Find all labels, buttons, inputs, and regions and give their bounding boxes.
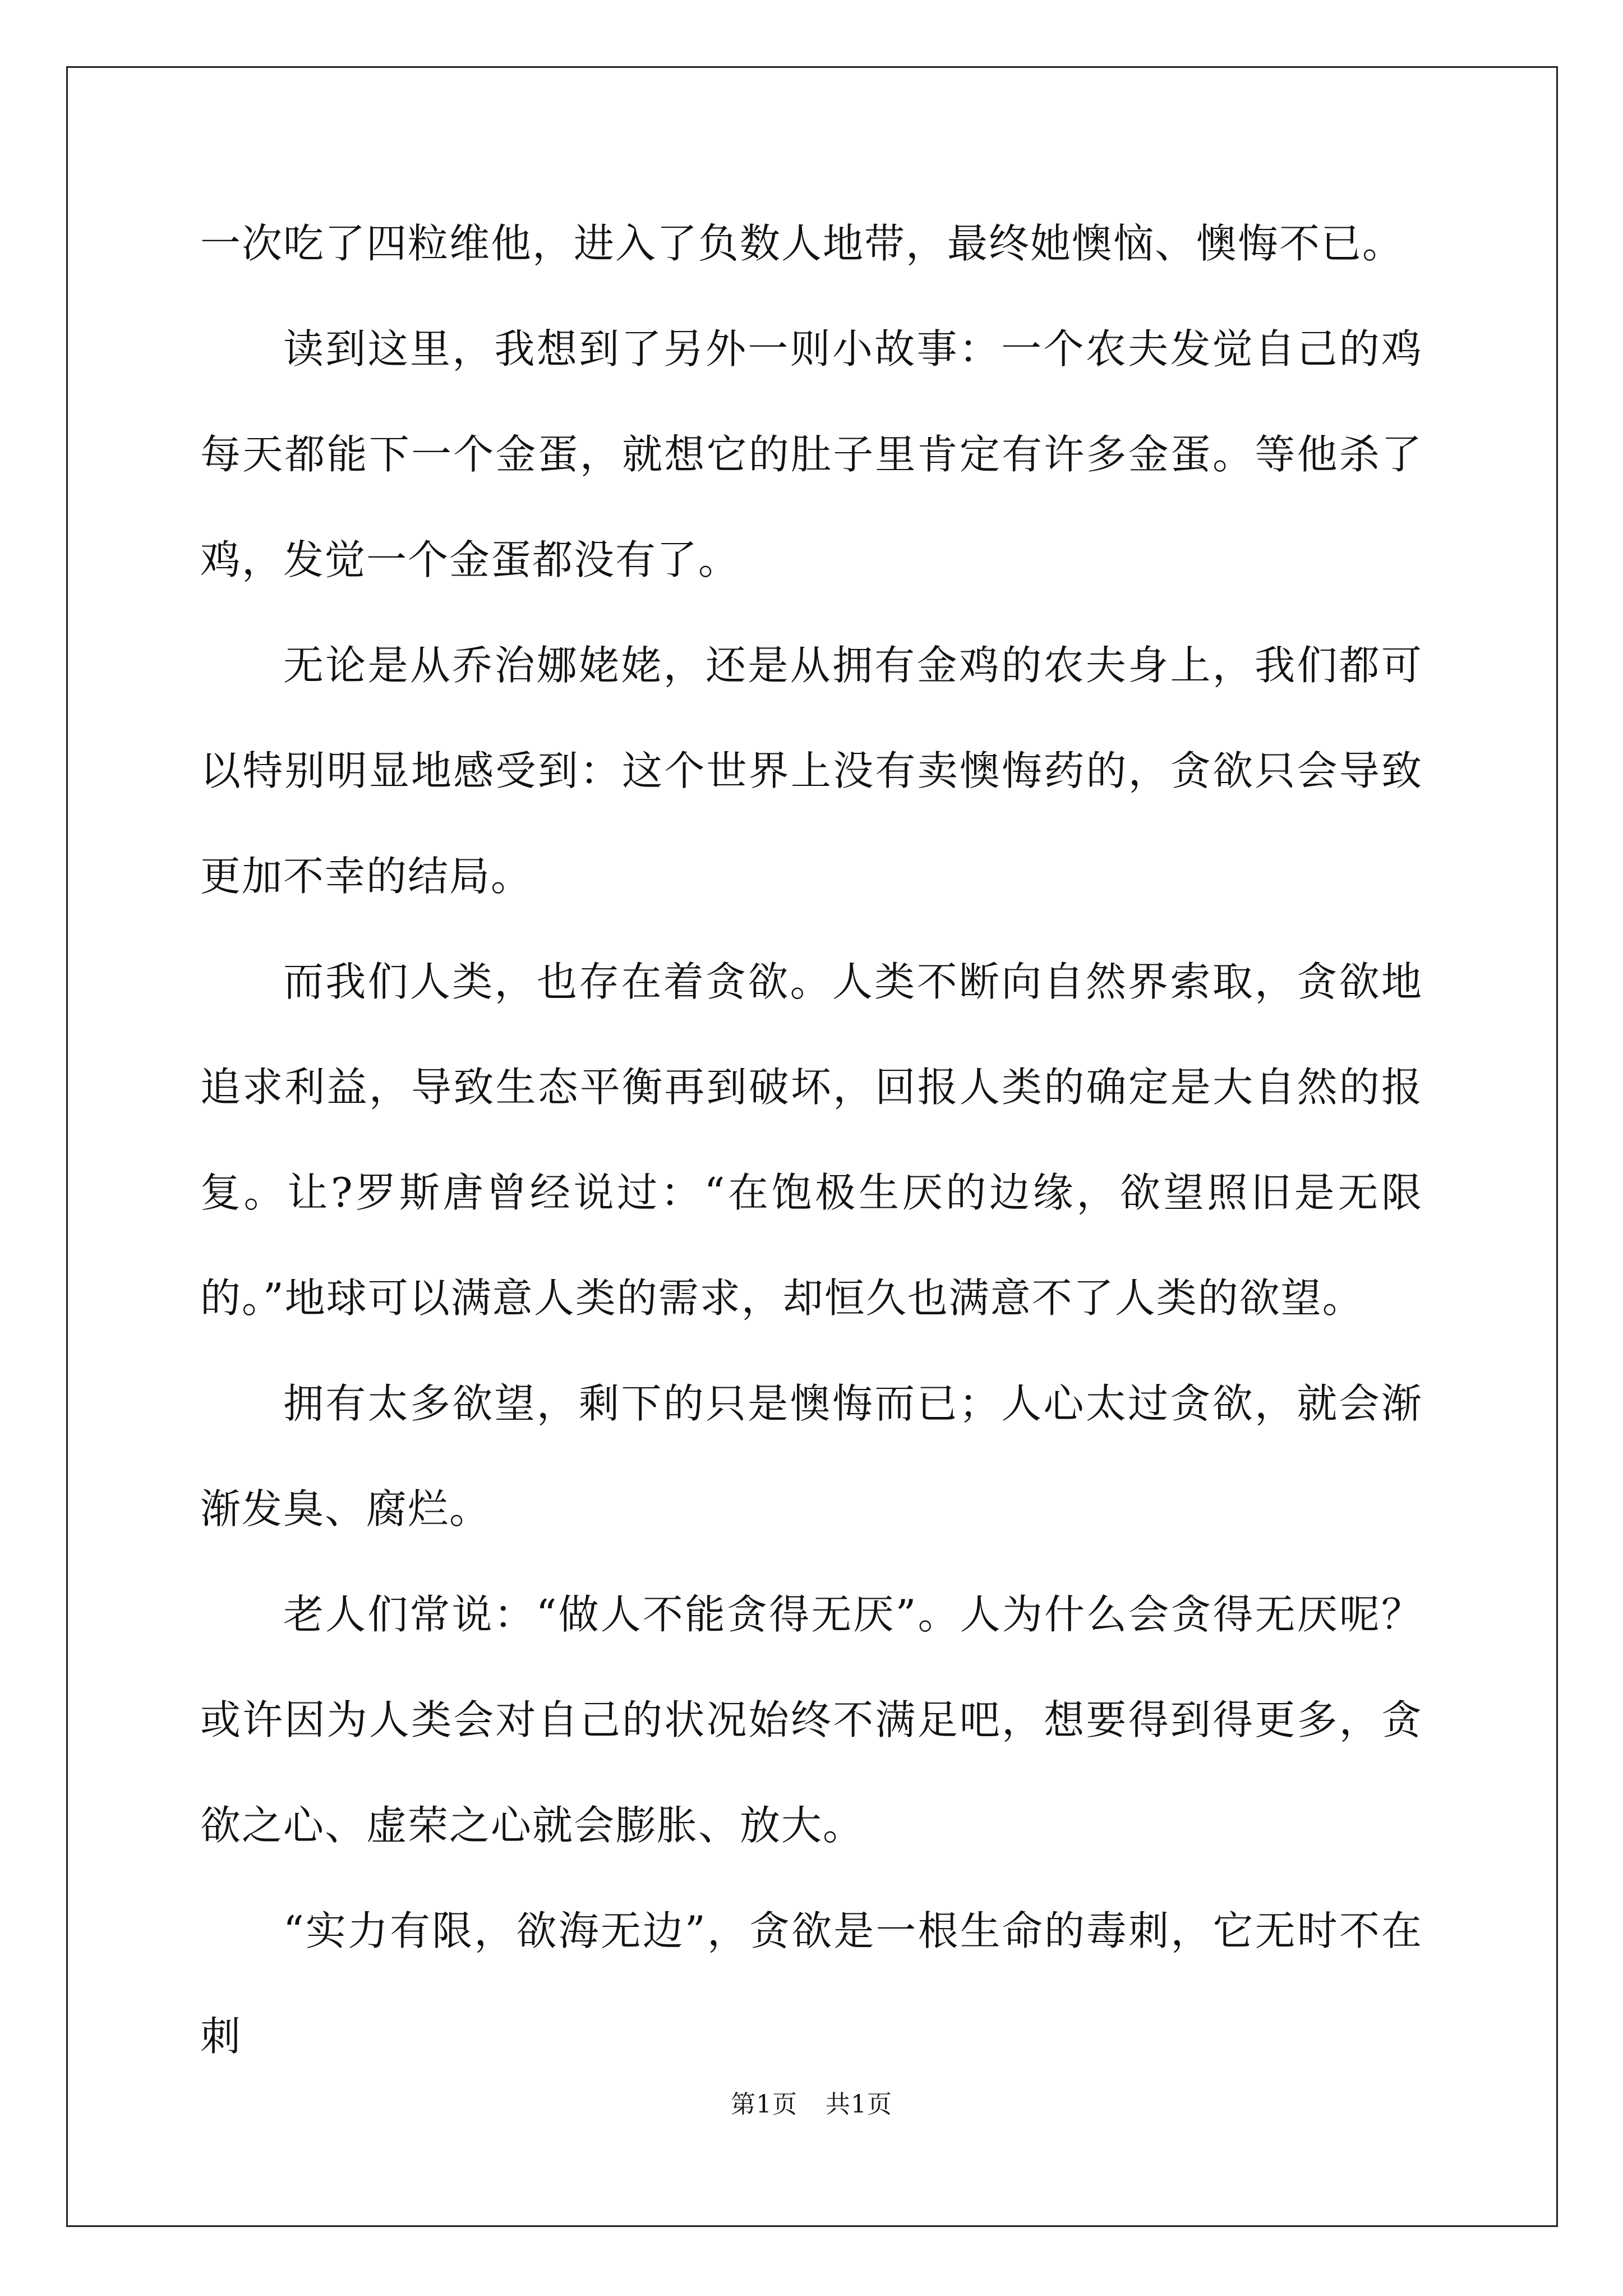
paragraph-1: 一次吃了四粒维他，进入了负数人地带，最终她懊恼、懊悔不已。 — [200, 220, 1404, 267]
page-number-current: 第1页 — [731, 2090, 797, 2119]
paragraph-6: 老人们常说：“做人不能贪得无厌”。人为什么会贪得无厌呢？或许因为人类会对自己的状况始终不满足吧，想要得到得更多，贪欲之心、虚荣之心就会膨胀、放大。 — [200, 1591, 1423, 1849]
paragraph-5: 拥有太多欲望，剩下的只是懊悔而已；人心太过贪欲，就会渐渐发臭、腐烂。 — [200, 1380, 1423, 1533]
paragraph-4: 而我们人类，也存在着贪欲。人类不断向自然界索取，贪欲地追求利益，导致生态平衡再到破坏，回报人类的确定是大自然的报复。让?罗斯唐曾经说过：“在饱极生厌的边缘，欲望照旧是无限的。”地球可以满意人类的需求，却恒久也满意不了人类的欲望。 — [200, 958, 1423, 1322]
paragraph-2: 读到这里，我想到了另外一则小故事：一个农夫发觉自己的鸡每天都能下一个金蛋，就想它的肚子里肯定有许多金蛋。等他杀了鸡，发觉一个金蛋都没有了。 — [200, 325, 1423, 583]
page-number-total: 共1页 — [826, 2090, 892, 2119]
paragraph-3: 无论是从乔治娜姥姥，还是从拥有金鸡的农夫身上，我们都可以特别明显地感受到：这个世界上没有卖懊悔药的，贪欲只会导致更加不幸的结局。 — [200, 642, 1423, 900]
paragraph-7: “实力有限，欲海无边”，贪欲是一根生命的毒刺，它无时不在刺 — [200, 1907, 1423, 2060]
document-body — [200, 191, 1423, 2089]
page-footer — [0, 2088, 1623, 2122]
